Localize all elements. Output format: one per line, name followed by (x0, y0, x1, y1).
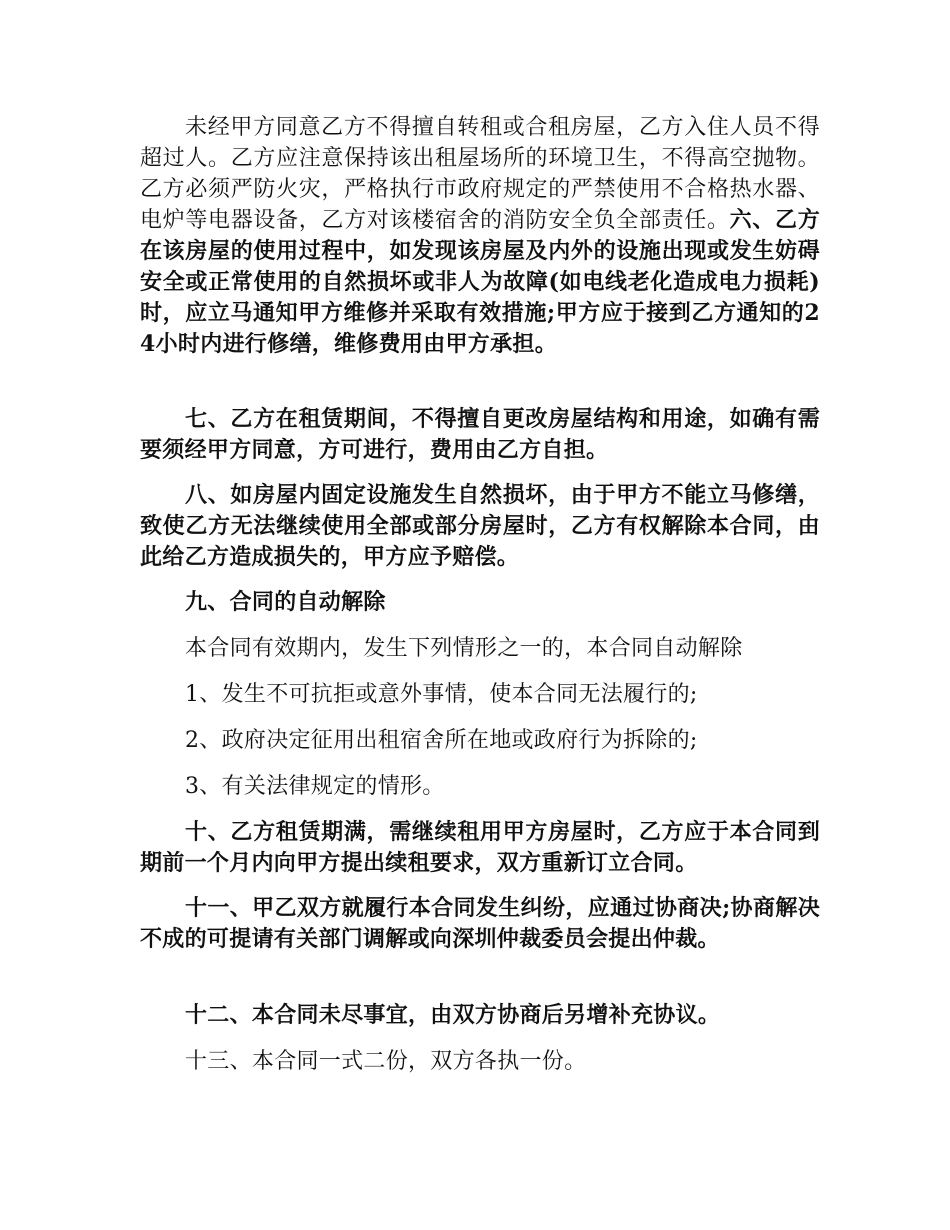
list-item-2: 2、政府决定征用出租宿舍所在地或政府行为拆除的; (185, 728, 698, 753)
paragraph-clause-8: 八、如房屋内固定设施发生自然损坏，由于甲方不能立马修缮，致使乙方无法继续使用全部或部分房屋时，乙方有权解除本合同，由此给乙方造成损失的，甲方应予赔偿。 (140, 482, 820, 570)
paragraph-clause-7: 七、乙方在租赁期间，不得擅自更改房屋结构和用途，如确有需要须经甲方同意，方可进行，费用由乙方自担。 (140, 406, 820, 463)
paragraph-clause-6 (140, 112, 820, 360)
paragraph-auto-termination: 本合同有效期内，发生下列情形之一的，本合同自动解除 (185, 636, 743, 661)
paragraph-clause-9-heading: 九、合同的自动解除 (185, 589, 386, 615)
paragraph-clause-12: 十二、本合同未尽事宜，由双方协商后另增补充协议。 (185, 1002, 721, 1028)
list-item-3: 3、有关法律规定的情形。 (185, 774, 445, 799)
paragraph-clause-13: 十三、本合同一式二份，双方各执一份。 (185, 1049, 587, 1074)
paragraph-text-normal: 未经甲方同意乙方不得擅自转租或合租房屋，乙方入住人员不得超过人。乙方应注意保持该出租屋场所的环境卫生，不得高空抛物。乙方必须严防火灾，严格执行市政府规定的严禁使用不合格热水器、电炉等电器设备，乙方对该楼宿舍的消防安全负全部责任。 (140, 115, 820, 233)
list-item-1: 1、发生不可抗拒或意外事情，使本合同无法履行的; (185, 682, 698, 707)
paragraph-clause-10: 十、乙方租赁期满，需继续租用甲方房屋时，乙方应于本合同到期前一个月内向甲方提出续租要求，双方重新订立合同。 (140, 819, 820, 876)
paragraph-text-bold: 六、乙方在该房屋的使用过程中，如发现该房屋及内外的设施出现或发生妨碍安全或正常使用的自然损坏或非人为故障(如电线老化造成电力损耗)时，应立马通知甲方维修并采取有效措施;甲方应于接到乙方通知的24小时内进行修缮，维修费用由甲方承担。 (140, 207, 820, 357)
paragraph-clause-11: 十一、甲乙双方就履行本合同发生纠纷，应通过协商决;协商解决不成的可提请有关部门调解或向深圳仲裁委员会提出仲裁。 (140, 895, 820, 952)
